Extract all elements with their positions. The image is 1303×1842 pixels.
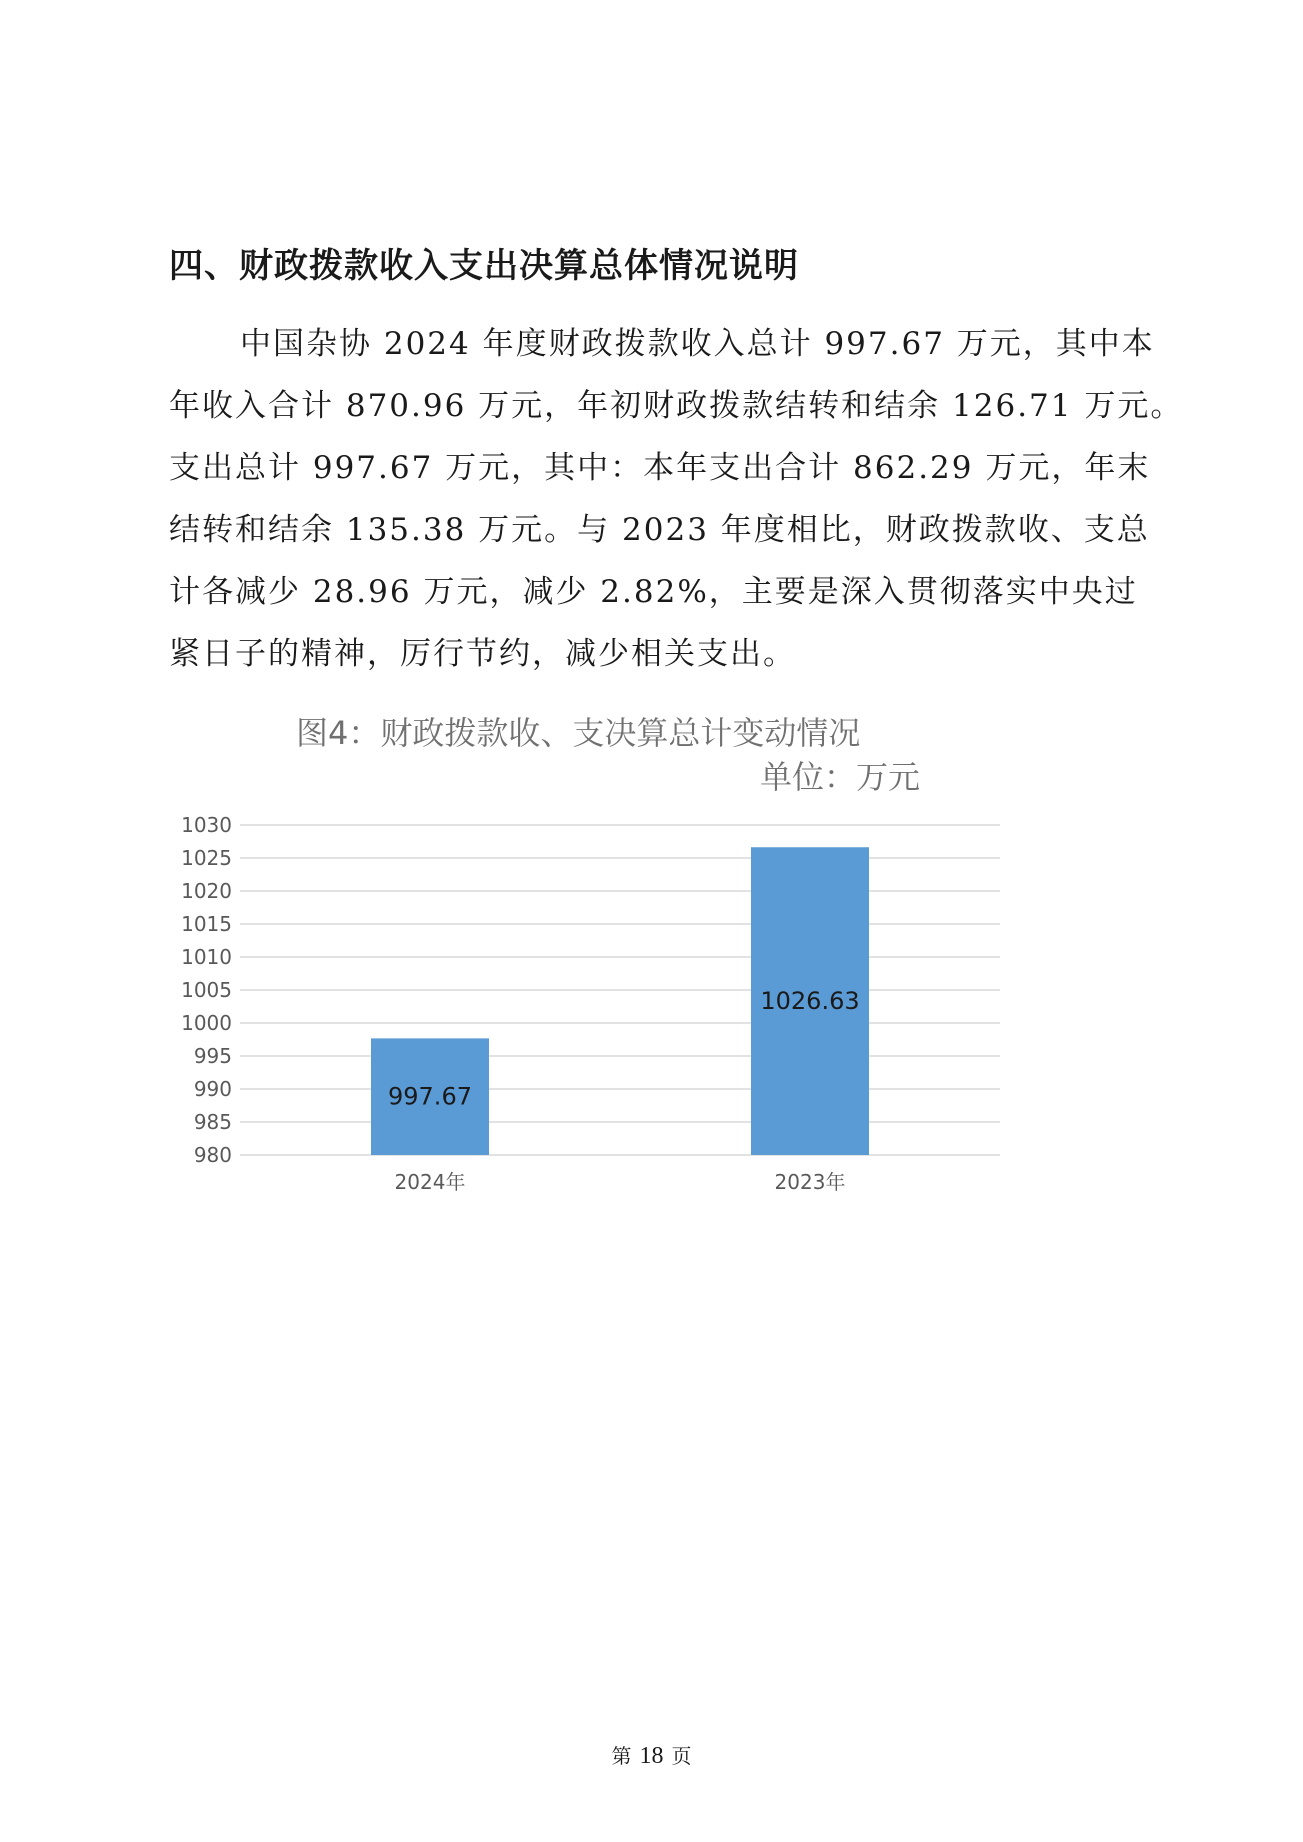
paragraph-line: 结转和结余 135.38 万元。与 2023 年度相比，财政拨款收、支总 — [169, 512, 1150, 548]
y-tick-label: 995 — [193, 1044, 232, 1068]
y-tick-label: 1025 — [181, 846, 232, 870]
footer-suffix: 页 — [671, 1744, 692, 1768]
y-tick-label: 990 — [193, 1077, 232, 1101]
y-tick-label: 1000 — [181, 1011, 232, 1035]
y-tick-label: 1010 — [181, 945, 232, 969]
bar-chart — [160, 805, 1020, 1205]
paragraph-line: 紧日子的精神，厉行节约，减少相关支出。 — [169, 636, 796, 672]
y-tick-label: 1015 — [181, 912, 232, 936]
y-tick-label: 1005 — [181, 978, 232, 1002]
paragraph-line: 支出总计 997.67 万元，其中：本年支出合计 862.29 万元，年末 — [169, 450, 1151, 486]
paragraph-line: 年收入合计 870.96 万元，年初财政拨款结转和结余 126.71 万元。 — [169, 388, 1184, 424]
y-tick-label: 1030 — [181, 813, 232, 837]
footer-prefix: 第 — [611, 1744, 632, 1768]
chart-unit-label: 单位：万元 — [760, 758, 921, 796]
y-tick-label: 985 — [193, 1110, 232, 1134]
chart-title: 图4：财政拨款收、支决算总计变动情况 — [296, 714, 861, 752]
x-tick-label: 2023年 — [774, 1170, 846, 1194]
page-footer — [0, 1740, 1303, 1770]
data-label: 1026.63 — [760, 987, 860, 1016]
section-heading: 四、财政拨款收入支出决算总体情况说明 — [169, 246, 799, 286]
y-tick-label: 980 — [193, 1143, 232, 1167]
x-tick-label: 2024年 — [394, 1170, 466, 1194]
data-label: 997.67 — [388, 1082, 472, 1111]
paragraph-line: 计各减少 28.96 万元，减少 2.82%，主要是深入贯彻落实中央过 — [169, 574, 1138, 610]
paragraph-line: 中国杂协 2024 年度财政拨款收入总计 997.67 万元，其中本 — [240, 326, 1155, 362]
y-tick-label: 1020 — [181, 879, 232, 903]
page-number: 18 — [639, 1743, 664, 1769]
